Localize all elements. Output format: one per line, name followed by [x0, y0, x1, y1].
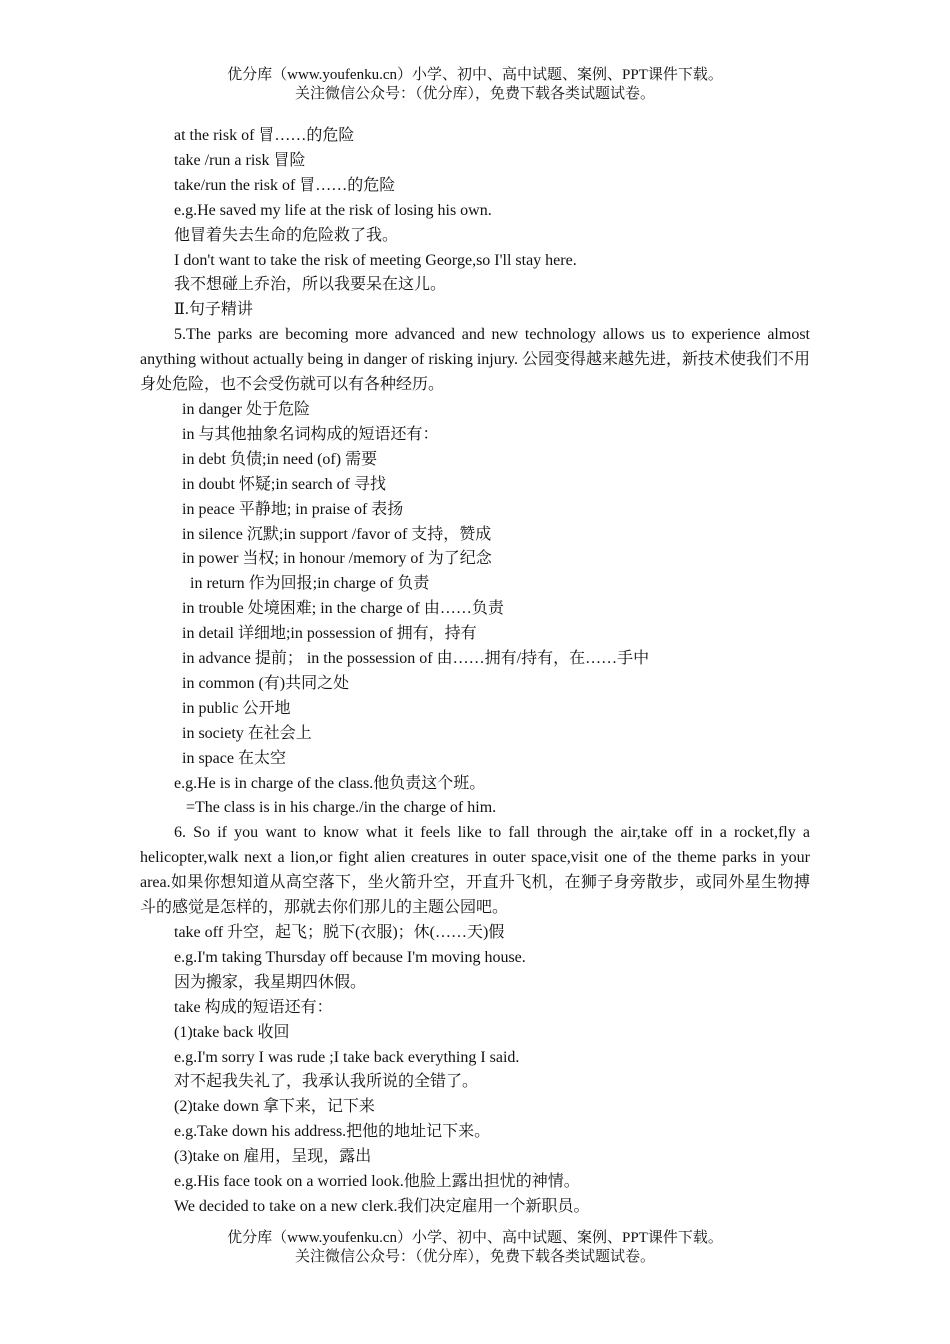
sentence-5-paragraph: 5.The parks are becoming more advanced and new technology allows us to experience almost anything without actually being in danger of risking injury. 公园变得越来越先进，新技术使我们不用身处危险，也不会受伤就可以有各种经历。: [140, 326, 811, 394]
footer-line-2: 关注微信公众号：（优分库），免费下载各类试题试卷。: [294, 1249, 655, 1265]
phrase-item: in common (有)共同之处: [182, 674, 350, 692]
phrase-item: in power 当权; in honour /memory of 为了纪念: [182, 550, 492, 568]
phrase-item: in public 公开地: [182, 699, 291, 717]
text-line: e.g.I'm taking Thursday off because I'm moving house.: [174, 948, 526, 966]
section-heading: Ⅱ.句子精讲: [174, 301, 253, 319]
text-line: e.g.I'm sorry I was rude ;I take back everything I said.: [174, 1048, 520, 1066]
text-line: I don't want to take the risk of meeting George,so I'll stay here.: [174, 251, 577, 269]
text-line: e.g.His face took on a worried look.他脸上露出担忧的神情。: [174, 1173, 580, 1191]
phrase-item: in society 在社会上: [182, 724, 312, 742]
phrase-item: in trouble 处境困难; in the charge of 由……负责: [182, 600, 504, 618]
phrase-item: in advance 提前； in the possession of 由……拥有/持有，在……手中: [182, 650, 650, 668]
text-line: (3)take on 雇用，呈现，露出: [174, 1148, 372, 1166]
text-line: e.g.Take down his address.把他的地址记下来。: [174, 1123, 491, 1141]
example-line: e.g.He is in charge of the class.他负责这个班。: [174, 774, 486, 792]
example-line: =The class is in his charge./in the charge of him.: [186, 799, 497, 817]
text-line: take 构成的短语还有：: [174, 998, 333, 1016]
phrase-item: in return 作为回报;in charge of 负责: [190, 575, 430, 593]
text-line: 我不想碰上乔治，所以我要呆在这儿。: [174, 276, 447, 294]
sentence-6-paragraph: 6. So if you want to know what it feels like to fall through the air,take off in a rocket,fly a helicopter,walk next a lion,or fight alien creatures in outer space,visit one of the theme parks in your area.如果你想知道从高空落下，坐火箭升空，开直升飞机，在狮子身旁散步，或同外星生物搏斗的感觉是怎样的，那就去你们那儿的主题公园吧。: [140, 824, 810, 917]
page-footer: [0, 1229, 950, 1267]
header-line-1: 优分库（www.youfenku.cn）小学、初中、高中试题、案例、PPT课件下载。: [227, 67, 723, 83]
phrase-item: in debt 负债;in need (of) 需要: [182, 450, 378, 468]
text-line: e.g.He saved my life at the risk of losing his own.: [174, 201, 492, 219]
phrase-item: in 与其他抽象名词构成的短语还有：: [182, 425, 439, 443]
page-header: [0, 66, 950, 104]
header-line-2: 关注微信公众号：（优分库），免费下载各类试题试卷。: [294, 86, 655, 102]
phrase-item: in space 在太空: [182, 749, 286, 767]
text-line: 对不起我失礼了，我承认我所说的全错了。: [174, 1073, 479, 1091]
text-line: 他冒着失去生命的危险救了我。: [174, 226, 399, 244]
phrase-item: in silence 沉默;in support /favor of 支持，赞成: [182, 525, 492, 543]
document-body: [140, 124, 810, 1220]
text-line: (1)take back 收回: [174, 1023, 290, 1041]
phrase-item: in detail 详细地;in possession of 拥有，持有: [182, 625, 477, 643]
text-line: take /run a risk 冒险: [174, 151, 306, 169]
text-line: 因为搬家，我星期四休假。: [174, 973, 367, 991]
footer-line-1: 优分库（www.youfenku.cn）小学、初中、高中试题、案例、PPT课件下载。: [227, 1230, 723, 1246]
text-line: at the risk of 冒……的危险: [174, 127, 355, 144]
phrase-item: in doubt 怀疑;in search of 寻找: [182, 475, 386, 493]
text-line: take off 升空，起飞；脱下(衣服)；休(……天)假: [174, 924, 505, 941]
text-line: (2)take down 拿下来，记下来: [174, 1098, 375, 1116]
text-line: take/run the risk of 冒……的危险: [174, 176, 396, 194]
text-line: We decided to take on a new clerk.我们决定雇用一个新职员。: [174, 1197, 590, 1215]
phrase-item: in peace 平静地; in praise of 表扬: [182, 500, 404, 518]
phrase-item: in danger 处于危险: [182, 400, 310, 418]
